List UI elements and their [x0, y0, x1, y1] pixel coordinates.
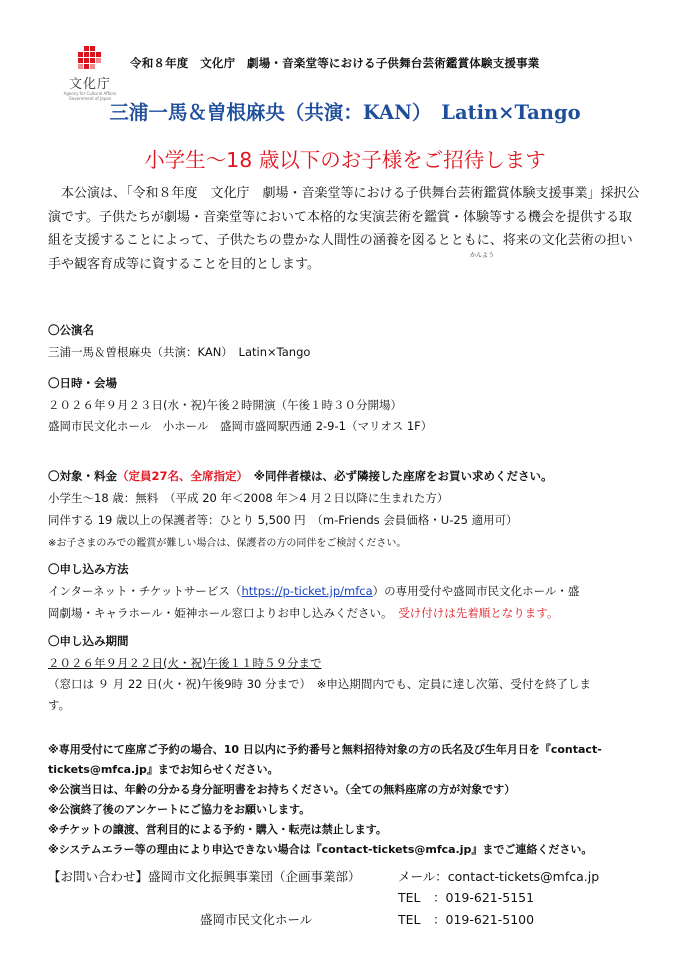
- method-text-pre: インターネット・チケットサービス（: [48, 584, 242, 598]
- note-line: ※公演終了後のアンケートにご協力をお願いします。: [48, 803, 311, 816]
- children-price: 小学生～18 歳：無料 （平成 20 年＜2008 年＞4 月２日以降に生まれた方）: [48, 491, 449, 505]
- application-deadline: ２０２６年９月２２日(火・祝)午後１１時５９分まで: [48, 656, 322, 670]
- note-line: ※公演当日は、年齢の分かる身分証明書をお持ちください。（全ての無料座席の方が対象です）: [48, 783, 516, 796]
- contact-hall-name: 盛岡市民文化ホール: [200, 912, 313, 927]
- event-venue: 盛岡市民文化ホール 小ホール 盛岡市盛岡駅西通 2-9-1（マリオス 1F）: [48, 419, 433, 433]
- counter-deadline: （窓口は ９ 月 22 日(火・祝)午後9時 30 分まで） ※申込期間内でも、定員に達し次第、受付を終了しま: [48, 677, 591, 691]
- method-text-post: ）の専用受付や盛岡市民文化ホール・盛: [372, 584, 580, 598]
- event-date: ２０２６年９月２３日(水・祝)午後２時開演（午後１時３０分開場）: [48, 398, 402, 412]
- performance-name: 三浦一馬＆曽根麻央（共演：KAN） Latin×Tango: [48, 345, 311, 359]
- section-heading-target: 〇対象・料金: [48, 469, 117, 483]
- ticket-service-link[interactable]: https://p-ticket.jp/mfca: [241, 584, 373, 598]
- note-line: ※システムエラー等の理由により申込できない場合は『contact-tickets@mfca.jp』までご連絡ください。: [48, 843, 593, 856]
- method-line-1: [48, 583, 579, 599]
- guardian-note: ※お子さまのみでの鑑賞が難しい場合は、保護者の方の同伴をご検討ください。: [48, 538, 407, 549]
- contact-email[interactable]: メール：contact-tickets@mfca.jp: [398, 869, 600, 884]
- agency-logo-subtext: Agency for Cultural Affairs Government of Japan: [63, 91, 117, 101]
- companion-note: ※同伴者様は、必ず隣接した座席をお買い求めください。: [253, 469, 553, 483]
- capacity-note: （定員27名、全席指定）: [117, 469, 243, 483]
- note-line: tickets@mfca.jp』までお知らせください。: [48, 763, 279, 776]
- invitation-subtitle: 小学生～18 歳以下のお子様をご招待します: [144, 148, 546, 172]
- event-title: 三浦一馬＆曽根麻央（共演：KAN） Latin×Tango: [109, 101, 581, 124]
- agency-logo-text: 文化庁: [68, 77, 111, 92]
- contact-phone-2[interactable]: TEL ：019-621-5100: [398, 912, 535, 927]
- intro-paragraph: 本公演は、「令和８年度 文化庁 劇場・音楽堂等における子供舞台芸術鑑賞体験支援事業」採択公演です。子供たちが劇場・音楽堂等において本格的な実演芸術を鑑賞・体験等する機会を提供する取組を支援することによって、子供たちの豊かな人間性の涵養を図るとともに、将来の文化芸術の担い手や観客育成等に資することを目的とします。: [48, 186, 640, 272]
- ruby-annotation: かんよう: [470, 252, 495, 259]
- target-heading-row: [48, 468, 552, 484]
- guardian-price: 同伴する 19 歳以上の保護者等：ひとり 5,500 円 （m-Friends 会員価格・U-25 適用可）: [48, 513, 518, 527]
- contact-phone-1[interactable]: TEL ：019-621-5151: [398, 890, 535, 905]
- contact-label: 【お問い合わせ】盛岡市文化振興事業団（企画事業部）: [48, 869, 361, 884]
- section-heading-performance: 〇公演名: [48, 323, 94, 337]
- method-text-line2: 岡劇場・キャラホール・姫神ホール窓口よりお申し込みください。: [48, 606, 387, 620]
- section-heading-period: 〇申し込み期間: [48, 634, 129, 648]
- agency-logo-mark-icon: [74, 46, 104, 72]
- first-come-note: 受け付けは先着順となります。: [398, 606, 559, 620]
- section-heading-method: 〇申し込み方法: [48, 562, 129, 576]
- method-line-2: [48, 605, 558, 621]
- counter-deadline-end: す。: [48, 698, 71, 712]
- section-heading-datetime: 〇日時・会場: [48, 376, 117, 390]
- note-line: ※専用受付にて座席ご予約の場合、10 日以内に予約番号と無料招待対象の方の氏名及び生年月日を『contact-: [48, 743, 602, 756]
- program-header: 令和８年度 文化庁 劇場・音楽堂等における子供舞台芸術鑑賞体験支援事業: [130, 56, 540, 70]
- note-line: ※チケットの譲渡、営利目的による予約・購入・転売は禁止します。: [48, 823, 387, 836]
